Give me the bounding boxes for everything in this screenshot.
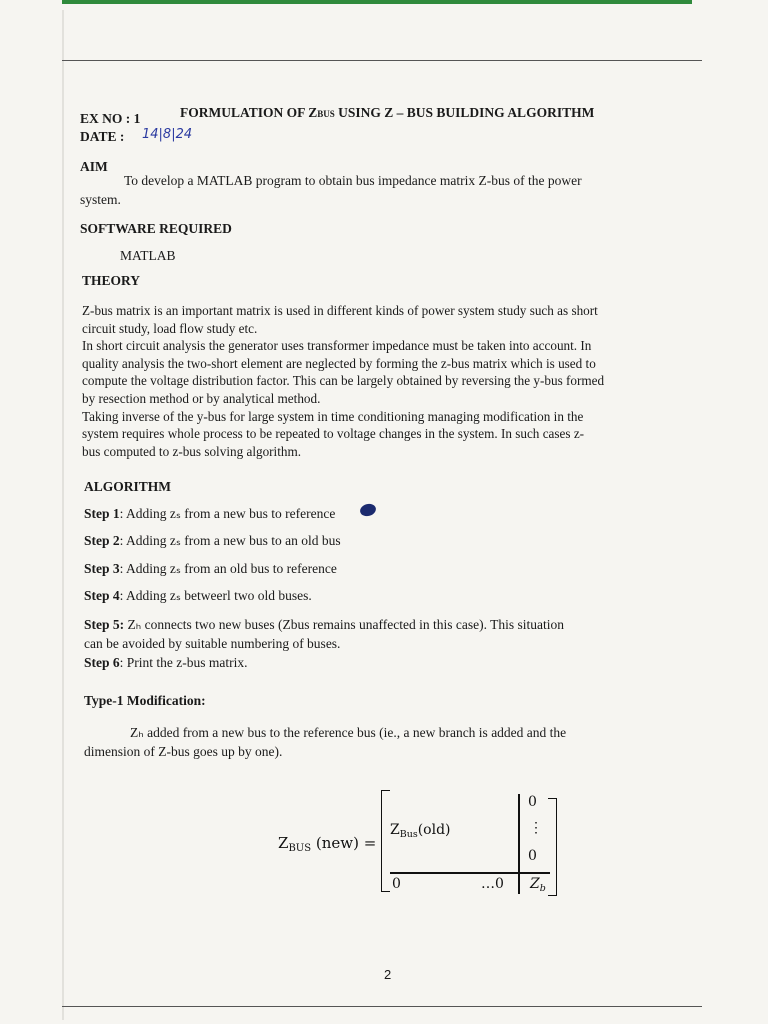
software-heading: SOFTWARE REQUIRED [80, 221, 232, 236]
type1-heading: Type-1 Modification: [84, 693, 206, 708]
aim-heading: AIM [80, 159, 108, 174]
algorithm-step: Step 4: Adding zₛ betweerl two old buses. [84, 588, 312, 603]
ink-blot [359, 502, 378, 518]
theory-line: circuit study, load flow study etc. [82, 320, 258, 336]
theory-paragraph [82, 302, 670, 460]
algorithm-step: Step 1: Adding zₛ from a new bus to reference [84, 506, 336, 521]
corner-zb: $Z_b$ [530, 876, 546, 894]
column-top-zero: 0 [528, 794, 537, 810]
top-binding-strip [62, 0, 692, 4]
date-label: DATE : [80, 129, 125, 144]
theory-line: Taking inverse of the y-bus for large system in time conditioning managing modification in the [82, 408, 584, 424]
row-left-zero: 0 [392, 876, 401, 892]
exercise-number: EX NO : 1 [80, 111, 141, 126]
algorithm-step: Step 5: Zₕ connects two new buses (Zbus remains unaffected in this case). This situation [84, 617, 564, 632]
type1-line-2: dimension of Z-bus goes up by one). [84, 744, 283, 759]
zbus-old-block: $Z_{Bus}(old)$ [390, 822, 451, 840]
aim-line-2: system. [80, 192, 121, 207]
software-value: MATLAB [120, 248, 176, 263]
algorithm-step: can be avoided by suitable numbering of buses. [84, 636, 341, 651]
theory-line: compute the voltage distribution factor. This can be largely obtained by reversing the y-bus formed [82, 373, 605, 389]
algorithm-heading: ALGORITHM [84, 479, 172, 494]
matrix-left-bracket [381, 790, 390, 892]
equation-lhs: $Z_{BUS}$ (new) = [278, 834, 377, 854]
column-bottom-zero: 0 [528, 848, 537, 864]
theory-line: by resection method or by analytical method. [82, 390, 321, 406]
matrix-right-bracket [548, 798, 557, 896]
aim-line-1: To develop a MATLAB program to obtain bus impedance matrix Z-bus of the power [124, 173, 582, 188]
theory-line: bus computed to z-bus solving algorithm. [82, 443, 302, 459]
bottom-rule [62, 1006, 702, 1007]
top-rule [62, 60, 702, 61]
row-right-dots: …0 [481, 876, 504, 892]
matrix-row-divider [390, 872, 550, 874]
theory-line: Z-bus matrix is an important matrix is used in different kinds of power system study such as short [82, 303, 598, 318]
exercise-title: FORMULATION OF ZBUS USING Z – BUS BUILDING ALGORITHM [180, 105, 595, 120]
algorithm-step: Step 6: Print the z-bus matrix. [84, 655, 248, 670]
algorithm-step: Step 2: Adding zₛ from a new bus to an old bus [84, 533, 341, 548]
algorithm-step: Step 3: Adding zₛ from an old bus to reference [84, 561, 337, 576]
type1-line-1: Zₕ added from a new bus to the reference bus (ie., a new branch is added and the [130, 725, 567, 740]
theory-line: quality analysis the two-short element are neglected by forming the z-bus matrix which is used to [82, 355, 596, 371]
theory-line: In short circuit analysis the generator uses transformer impedance must be taken into account. In [82, 338, 592, 354]
page-number: 2 [384, 967, 392, 982]
date-value: 14|8|24 [142, 127, 193, 142]
theory-heading: THEORY [82, 273, 141, 288]
theory-line: system requires whole process to be repeated to voltage changes in the system. In such cases z- [82, 426, 585, 442]
column-dots: ⋮ [529, 820, 543, 836]
page-edge-shadow [62, 10, 64, 1020]
matrix-column-divider [518, 794, 520, 894]
